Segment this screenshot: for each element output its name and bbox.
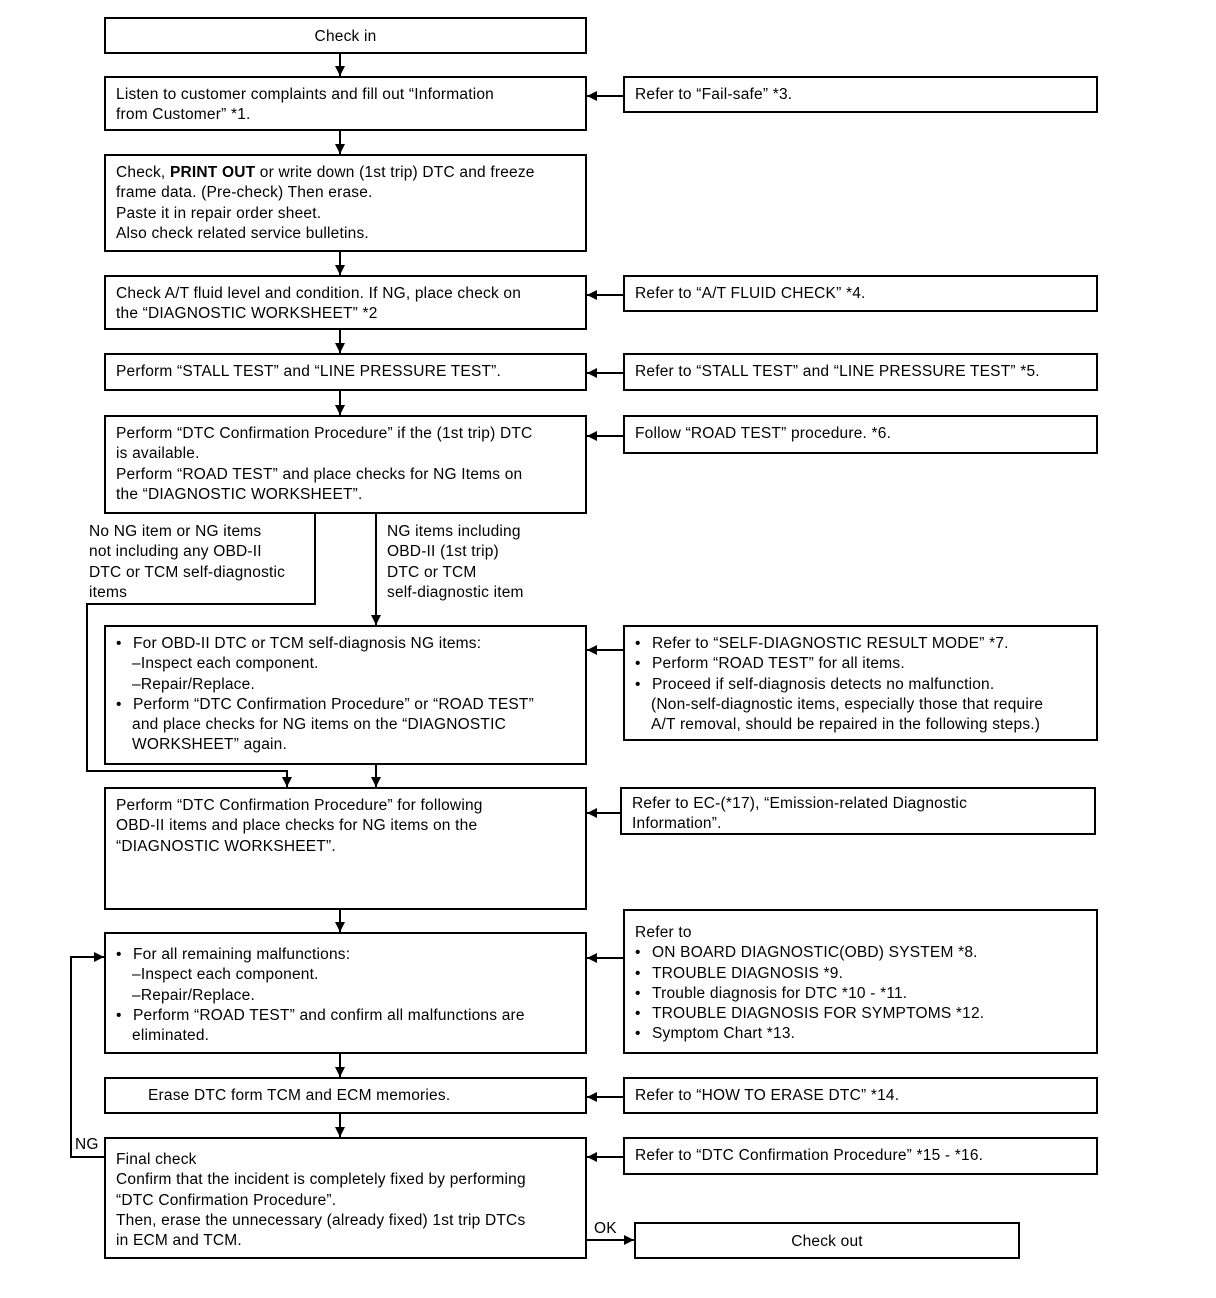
branch-label-ng-items: NG items including OBD-II (1st trip) DTC or TCM self-diagnostic item <box>387 523 524 601</box>
step6-sub: –Inspect each component. <box>132 655 319 673</box>
branch-label-no-ng: No NG item or NG items not including any OBD-II DTC or TCM self-diagnostic items <box>89 523 286 601</box>
ref-road-test <box>623 415 1098 454</box>
step5-line: the “DIAGNOSTIC WORKSHEET”. <box>116 485 363 503</box>
step8-sub: –Inspect each component. <box>132 966 319 984</box>
step2-pre: Check, <box>116 164 170 181</box>
ref8-title: Refer to <box>635 924 692 941</box>
step-final-check <box>104 1137 587 1259</box>
ok-label: OK <box>594 1220 617 1237</box>
step5-line: is available. <box>116 445 200 463</box>
step2-line: frame data. (Pre-check) Then erase. <box>116 184 373 202</box>
ref-fluid-check <box>623 275 1098 312</box>
arrow-ng-loop <box>71 957 104 1157</box>
ref7-line: Information”. <box>632 815 722 833</box>
step7-line: “DIAGNOSTIC WORKSHEET”. <box>116 837 336 855</box>
ref8-item: • ON BOARD DIAGNOSTIC(OBD) SYSTEM *8. <box>635 944 978 962</box>
step5-line: Perform “DTC Confirmation Procedure” if the (1st trip) DTC <box>116 425 533 442</box>
step3-line: Check A/T fluid level and condition. If NG, place check on <box>116 285 522 302</box>
step-dtc-confirmation <box>104 415 587 514</box>
step6-sub: –Repair/Replace. <box>132 675 255 693</box>
ref8-item: • TROUBLE DIAGNOSIS *9. <box>635 964 844 982</box>
ref-dtc-confirmation <box>623 1137 1098 1175</box>
ref6-bullet-1: • Refer to “SELF-DIAGNOSTIC RESULT MODE” *7. <box>635 635 1009 652</box>
step1-line: from Customer” *1. <box>116 106 251 124</box>
ng-label: NG <box>75 1136 99 1153</box>
step8-cont: eliminated. <box>132 1027 210 1045</box>
step6-bullet-1: • For OBD-II DTC or TCM self-diagnosis NG items: <box>116 635 482 652</box>
ref-self-diagnostic-result <box>623 625 1098 741</box>
step-obd-ii-items <box>104 787 587 910</box>
check-in-box <box>104 17 587 54</box>
step6-cont: and place checks for NG items on the “DIAGNOSTIC <box>132 716 506 734</box>
step8-bullet-1: • For all remaining malfunctions: <box>116 946 351 963</box>
step9-text: Erase DTC form TCM and ECM memories. <box>148 1087 451 1104</box>
step10-line: “DTC Confirmation Procedure”. <box>116 1191 337 1209</box>
step-print-out-dtc <box>104 154 587 252</box>
ref5-text: Follow “ROAD TEST” procedure. *6. <box>635 425 892 442</box>
step2-line: Paste it in repair order sheet. <box>116 204 322 222</box>
ref7-line: Refer to EC-(*17), “Emission-related Diagnostic <box>632 795 968 812</box>
ref4-text: Refer to “STALL TEST” and “LINE PRESSURE TEST” *5. <box>635 363 1040 380</box>
step10-line: Final check <box>116 1151 197 1168</box>
step2-post: or write down (1st trip) DTC and freeze <box>255 164 535 181</box>
step10-line: in ECM and TCM. <box>116 1232 242 1250</box>
step10-line: Then, erase the unnecessary (already fixed) 1st trip DTCs <box>116 1211 526 1229</box>
check-out-box <box>634 1222 1020 1259</box>
ref6-bullet-2: • Perform “ROAD TEST” for all items. <box>635 655 905 673</box>
step7-line: OBD-II items and place checks for NG items on the <box>116 817 478 835</box>
step4-text: Perform “STALL TEST” and “LINE PRESSURE TEST”. <box>116 363 502 380</box>
ref8-item: • Symptom Chart *13. <box>635 1025 796 1043</box>
step6-bullet-2: • Perform “DTC Confirmation Procedure” or “ROAD TEST” <box>116 695 534 713</box>
step3-line: the “DIAGNOSTIC WORKSHEET” *2 <box>116 305 378 323</box>
ref3-text: Refer to “A/T FLUID CHECK” *4. <box>635 285 866 302</box>
step-obd-self-diagnosis <box>104 625 587 765</box>
ref-emission-diagnostic <box>620 787 1096 835</box>
ref8-item: • TROUBLE DIAGNOSIS FOR SYMPTOMS *12. <box>635 1005 985 1023</box>
step6-cont: WORKSHEET” again. <box>132 736 287 754</box>
check-in-label: Check in <box>314 28 377 45</box>
step-stall-test <box>104 353 587 391</box>
ref1-text: Refer to “Fail-safe” *3. <box>635 86 793 103</box>
step5-line: Perform “ROAD TEST” and place checks for NG Items on <box>116 465 523 483</box>
step2-bold: PRINT OUT <box>169 164 256 181</box>
ref9-text: Refer to “HOW TO ERASE DTC” *14. <box>635 1087 900 1104</box>
step8-sub: –Repair/Replace. <box>132 986 255 1004</box>
ref-fail-safe <box>623 76 1098 113</box>
step-customer-complaints <box>104 76 587 131</box>
ref-trouble-diagnosis <box>623 909 1098 1054</box>
ref6-bullet-3: • Proceed if self-diagnosis detects no malfunction. <box>635 675 995 693</box>
check-out-label: Check out <box>791 1233 863 1250</box>
ref6-cont: (Non-self-diagnostic items, especially those that require <box>651 695 1044 713</box>
step8-bullet-2: • Perform “ROAD TEST” and confirm all malfunctions are <box>116 1006 525 1024</box>
ref-erase-dtc <box>623 1077 1098 1114</box>
step-erase-dtc <box>104 1077 587 1114</box>
step-remaining-malfunctions <box>104 932 587 1054</box>
step-fluid-check <box>104 275 587 330</box>
ref10-text: Refer to “DTC Confirmation Procedure” *15 - *16. <box>635 1147 984 1164</box>
step7-line: Perform “DTC Confirmation Procedure” for following <box>116 797 483 814</box>
step10-line: Confirm that the incident is completely fixed by performing <box>116 1171 526 1189</box>
ref6-cont: A/T removal, should be repaired in the following steps.) <box>651 716 1041 734</box>
ref8-item: • Trouble diagnosis for DTC *10 - *11. <box>635 984 908 1002</box>
ref-stall-test <box>623 353 1098 391</box>
step1-line: Listen to customer complaints and fill out “Information <box>116 86 495 103</box>
step2-line: Also check related service bulletins. <box>116 224 369 242</box>
step2-line1 <box>116 163 575 183</box>
